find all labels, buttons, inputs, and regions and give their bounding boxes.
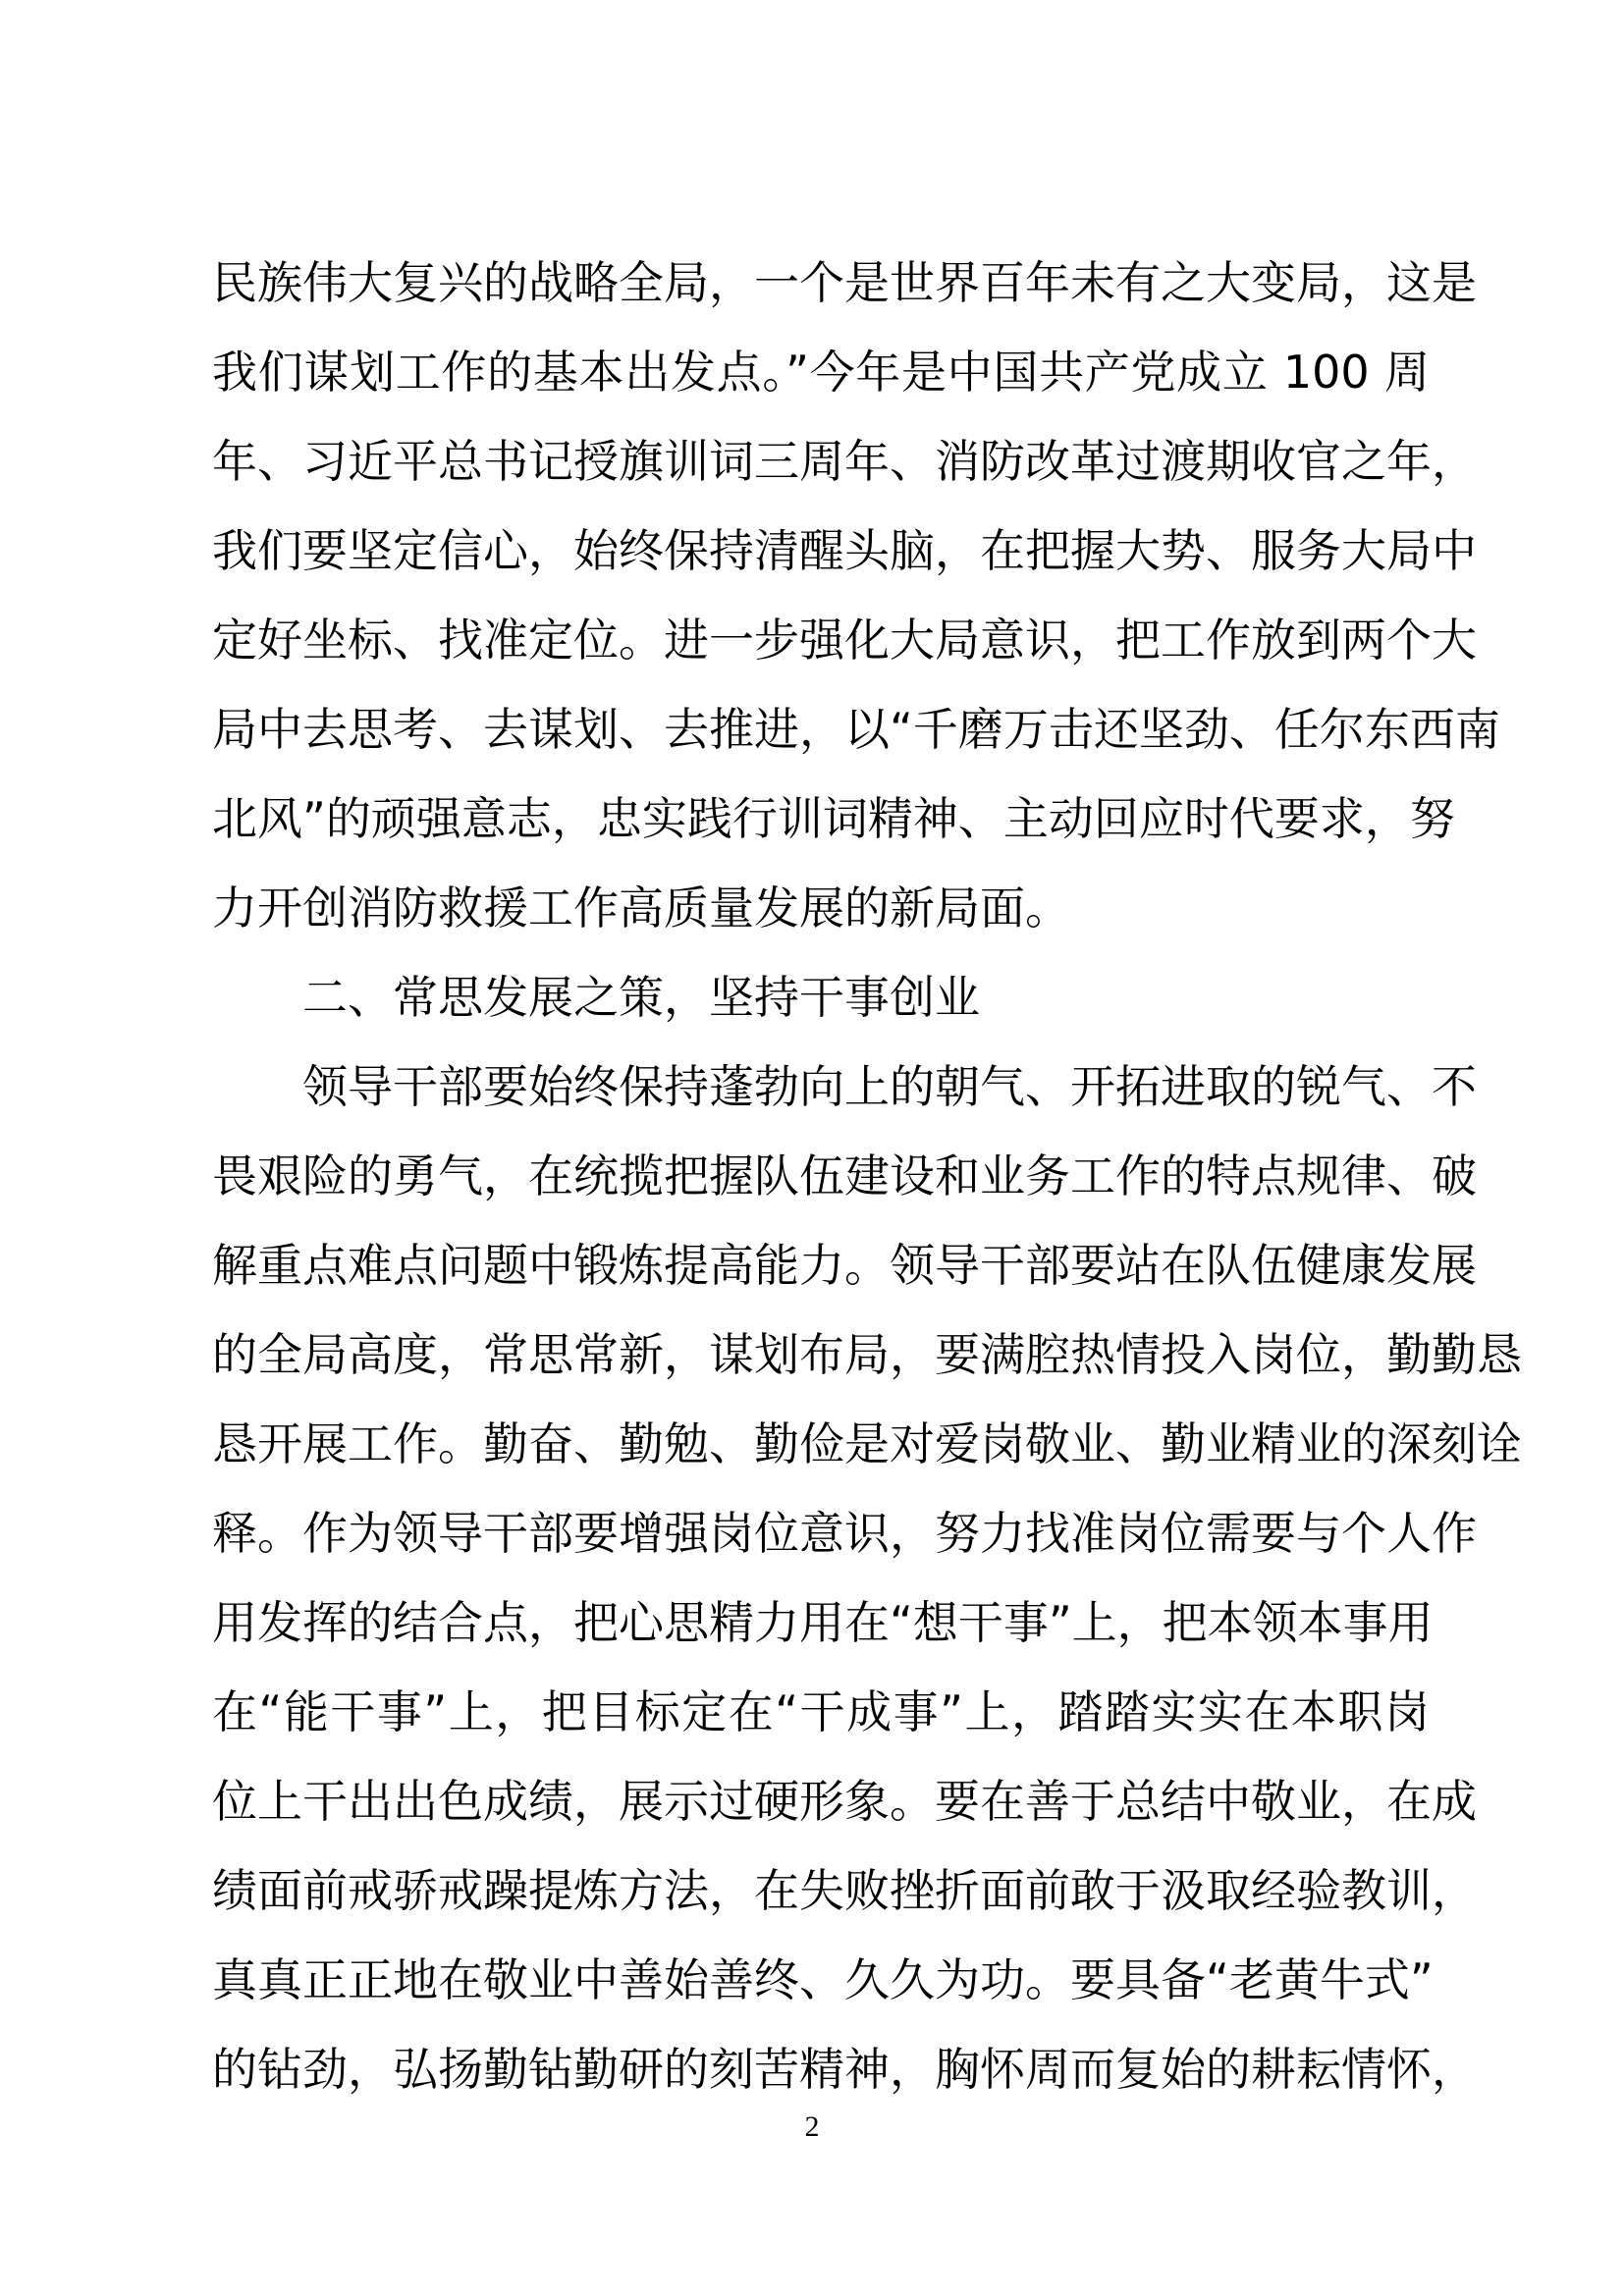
- page-number: 2: [804, 2110, 820, 2143]
- paragraph-first-line: 领导干部要始终保持蓬勃向上的朝气、开拓进取的锐气、不: [302, 1060, 1477, 1113]
- text-line: 定好坐标、找准定位。进一步强化大局意识，把工作放到两个大: [212, 614, 1477, 667]
- text-line: 真真正正地在敬业中善始善终、久久为功。要具备“老黄牛式”: [212, 1953, 1434, 2006]
- text-line: 我们要坚定信心，始终保持清醒头脑，在把握大势、服务大局中: [212, 524, 1477, 577]
- text-line: 民族伟大复兴的战略全局，一个是世界百年未有之大变局，这是: [212, 256, 1477, 309]
- text-line: 局中去思考、去谋划、去推进，以“千磨万击还坚劲、任尔东西南: [212, 703, 1500, 756]
- text-line: 畏艰险的勇气，在统揽把握队伍建设和业务工作的特点规律、破: [212, 1149, 1477, 1202]
- text-line: 释。作为领导干部要增强岗位意识，努力找准岗位需要与个人作: [212, 1507, 1477, 1560]
- text-line: 在“能干事”上，把目标定在“干成事”上，踏踏实实在本职岗: [212, 1685, 1430, 1738]
- text-line: 的钻劲，弘扬勤钻勤研的刻苦精神，胸怀周而复始的耕耘情怀，: [212, 2043, 1477, 2096]
- text-line: 位上干出出色成绩，展示过硬形象。要在善于总结中敬业，在成: [212, 1775, 1477, 1828]
- text-line: 年、习近平总书记授旗训词三周年、消防改革过渡期收官之年，: [212, 435, 1477, 488]
- text-line: 北风”的顽强意志，忠实践行训词精神、主动回应时代要求，努: [212, 792, 1455, 845]
- paragraph-end-line: 力开创消防救援工作高质量发展的新局面。: [212, 881, 1070, 934]
- text-line: 我们谋划工作的基本出发点。”今年是中国共产党成立 100 周: [212, 346, 1430, 399]
- text-line: 的全局高度，常思常新，谋划布局，要满腔热情投入岗位，勤勤恳: [212, 1328, 1522, 1381]
- text-line: 用发挥的结合点，把心思精力用在“想干事”上，把本领本事用: [212, 1596, 1434, 1649]
- text-line: 恳开展工作。勤奋、勤勉、勤俭是对爱岗敬业、勤业精业的深刻诠: [212, 1417, 1522, 1470]
- section-heading: 二、常思发展之策，坚持干事创业: [302, 971, 980, 1024]
- text-line: 解重点难点问题中锻炼提高能力。领导干部要站在队伍健康发展: [212, 1239, 1477, 1292]
- text-line: 绩面前戒骄戒躁提炼方法，在失败挫折面前敢于汲取经验教训，: [212, 1864, 1477, 1917]
